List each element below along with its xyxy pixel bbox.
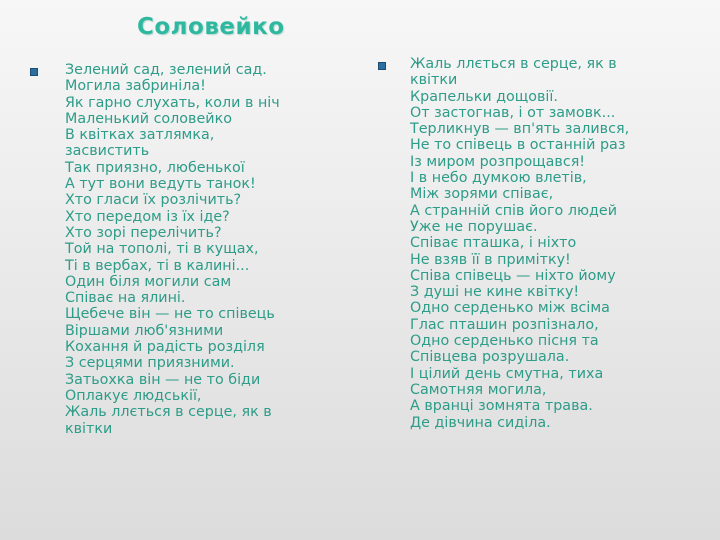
poem-line: Уже не порушає.: [410, 218, 538, 235]
poem-line: Хто гласи їх розлічить?: [65, 192, 242, 209]
poem-line: Як гарно слухать, коли в ніч: [65, 94, 280, 111]
poem-line: Щебече він — не то співець: [65, 306, 275, 323]
poem-line: З серцями приязними.: [65, 355, 235, 372]
square-bullet-icon: [30, 68, 38, 76]
poem-line: Не то співець в останній раз: [410, 137, 626, 154]
poem-line: Не взяв її в примітку!: [410, 251, 571, 268]
poem-line: Між зорями співає,: [410, 186, 554, 203]
poem-line: Хто зорі перелічить?: [65, 224, 222, 241]
poem-line: А тут вони ведуть танок!: [65, 176, 256, 193]
poem-line: А странній спів його людей: [410, 202, 617, 219]
poem-line: Оплакує людськії,: [65, 387, 202, 404]
poem-line: засвистить: [65, 143, 150, 160]
poem-line: Де дівчина сиділа.: [410, 414, 551, 431]
poem-line: квітки: [65, 420, 113, 437]
slide-title: Соловейко: [137, 14, 285, 40]
poem-line: Затьохка він — не то біди: [65, 371, 261, 388]
poem-line: Із миром розпрощався!: [410, 153, 586, 170]
poem-line: Один біля могили сам: [65, 273, 232, 290]
poem-line: Одно серденько між всіма: [410, 300, 610, 317]
poem-line: Жаль ллється в серце, як в: [65, 404, 272, 421]
poem-line: Хто передом із їх іде?: [65, 208, 230, 225]
poem-line: Маленький соловейко: [65, 110, 232, 127]
poem-line: Той на тополі, ті в кущах,: [65, 241, 259, 258]
poem-line: Ті в вербах, ті в калині...: [65, 257, 250, 274]
poem-line: Співа співець — ніхто йому: [410, 267, 616, 284]
poem-line: Кохання й радість розділя: [65, 339, 265, 356]
poem-line: Крапельки дощовії.: [410, 88, 558, 105]
poem-line: Так приязно, любенької: [65, 159, 245, 176]
poem-line: А вранці зомнята трава.: [410, 398, 593, 415]
poem-line: Могила забриніла!: [65, 78, 206, 95]
poem-line: В квітках затлямка,: [65, 127, 215, 144]
poem-lines-right: [410, 56, 629, 431]
poem-line: Співає на ялині.: [65, 290, 186, 307]
poem-line: І в небо думкою влетів,: [410, 170, 587, 187]
poem-lines-left: [65, 62, 280, 437]
poem-line: З душі не кине квітку!: [410, 284, 580, 301]
poem-line: Глас пташин розпізнало,: [410, 316, 599, 333]
poem-line: Співцева розрушала.: [410, 349, 570, 366]
poem-line: квітки: [410, 72, 458, 89]
poem-line: Самотняя могила,: [410, 381, 547, 398]
poem-line: Співає пташка, і ніхто: [410, 235, 577, 252]
square-bullet-icon: [378, 62, 386, 70]
poem-line: Віршами люб'язними: [65, 322, 224, 339]
poem-line: І цілий день смутна, тиха: [410, 365, 604, 382]
poem-line: Зелений сад, зелений сад.: [65, 62, 267, 78]
poem-line: Терликнув — вп'ять залився,: [410, 121, 630, 138]
poem-line: Жаль ллється в серце, як в: [410, 56, 617, 72]
poem-line: Одно серденько пісня та: [410, 333, 599, 350]
poem-line: От застогнав, і от замовк...: [410, 104, 616, 121]
